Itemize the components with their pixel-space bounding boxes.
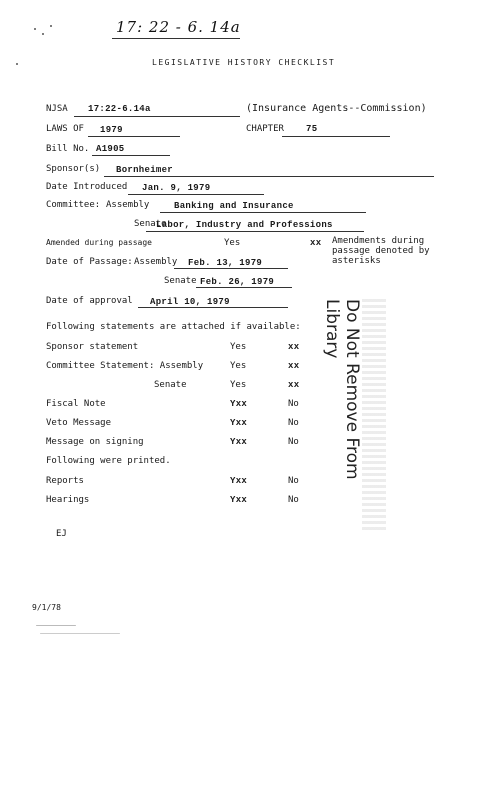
- amended-note: Amendments during passage denoted by asterisks: [332, 236, 430, 266]
- statement-row-label: Senate: [154, 380, 187, 390]
- laws-value: 1979: [100, 125, 123, 135]
- passage-assembly-label: Assembly: [134, 257, 178, 267]
- bill-label: Bill No.: [46, 144, 90, 154]
- passage-label: Date of Passage:: [46, 257, 133, 267]
- njsa-note: (Insurance Agents--Commission): [246, 103, 427, 114]
- sponsor-label: Sponsor(s): [46, 164, 101, 174]
- page-title: LEGISLATIVE HISTORY CHECKLIST: [152, 58, 336, 67]
- statement-row-no: xx: [288, 342, 300, 352]
- printed-row-no: No: [288, 476, 299, 486]
- bill-value: A1905: [96, 144, 125, 154]
- date-introduced-label: Date Introduced: [46, 182, 128, 192]
- laws-label: LAWS OF: [46, 124, 84, 134]
- statement-row-label: Committee Statement: Assembly: [46, 361, 204, 371]
- statement-row-yes: Yxx: [230, 437, 248, 447]
- printed-heading: Following were printed.: [46, 456, 171, 466]
- committee-label: Committee:: [46, 200, 101, 210]
- approval-value: April 10, 1979: [150, 297, 230, 307]
- amended-yes: Yes: [224, 238, 241, 248]
- committee-assembly-label: Assembly: [106, 200, 150, 210]
- amended-label: Amended during passage: [46, 238, 152, 247]
- statement-row-label: Fiscal Note: [46, 399, 106, 409]
- printed-row-label: Hearings: [46, 495, 90, 505]
- committee-senate-label: Senate: [134, 219, 167, 229]
- footer-date: 9/1/78: [32, 603, 61, 612]
- printed-row-no: No: [288, 495, 299, 505]
- statement-row-label: Veto Message: [46, 418, 112, 428]
- statement-row-no: xx: [288, 361, 300, 371]
- printed-row-label: Reports: [46, 476, 84, 486]
- passage-senate-value: Feb. 26, 1979: [200, 277, 275, 287]
- chapter-value: 75: [306, 124, 318, 134]
- stamp-text: Do Not Remove From Library: [322, 299, 362, 480]
- amended-no: xx: [310, 238, 322, 248]
- statement-row-yes: Yes: [230, 342, 247, 352]
- committee-assembly-value: Banking and Insurance: [174, 201, 294, 211]
- approval-label: Date of approval: [46, 296, 133, 306]
- chapter-label: CHAPTER: [246, 124, 284, 134]
- initials: EJ: [56, 529, 67, 539]
- statement-row-label: Message on signing: [46, 437, 144, 447]
- passage-senate-label: Senate: [164, 276, 197, 286]
- statement-row-no: xx: [288, 380, 300, 390]
- stamp-faded-band: [362, 299, 386, 531]
- handwritten-reference: 17: 22 - 6. 14a: [116, 18, 241, 36]
- njsa-value: 17:22-6.14a: [88, 104, 151, 114]
- printed-row-yes: Yxx: [230, 495, 248, 505]
- statement-row-yes: Yes: [230, 361, 247, 371]
- statement-row-yes: Yxx: [230, 399, 248, 409]
- date-introduced-value: Jan. 9, 1979: [142, 183, 211, 193]
- statement-row-no: No: [288, 437, 299, 447]
- library-stamp: [322, 299, 386, 531]
- committee-senate-value: Labor, Industry and Professions: [156, 220, 333, 230]
- statement-row-label: Sponsor statement: [46, 342, 139, 352]
- passage-assembly-value: Feb. 13, 1979: [188, 258, 263, 268]
- njsa-label: NJSA: [46, 104, 68, 114]
- printed-row-yes: Yxx: [230, 476, 248, 486]
- sponsor-value: Bornheimer: [116, 165, 174, 175]
- statement-row-yes: Yxx: [230, 418, 248, 428]
- statement-row-no: No: [288, 418, 299, 428]
- statement-row-yes: Yes: [230, 380, 247, 390]
- statement-row-no: No: [288, 399, 299, 409]
- statements-heading: Following statements are attached if available:: [46, 322, 301, 332]
